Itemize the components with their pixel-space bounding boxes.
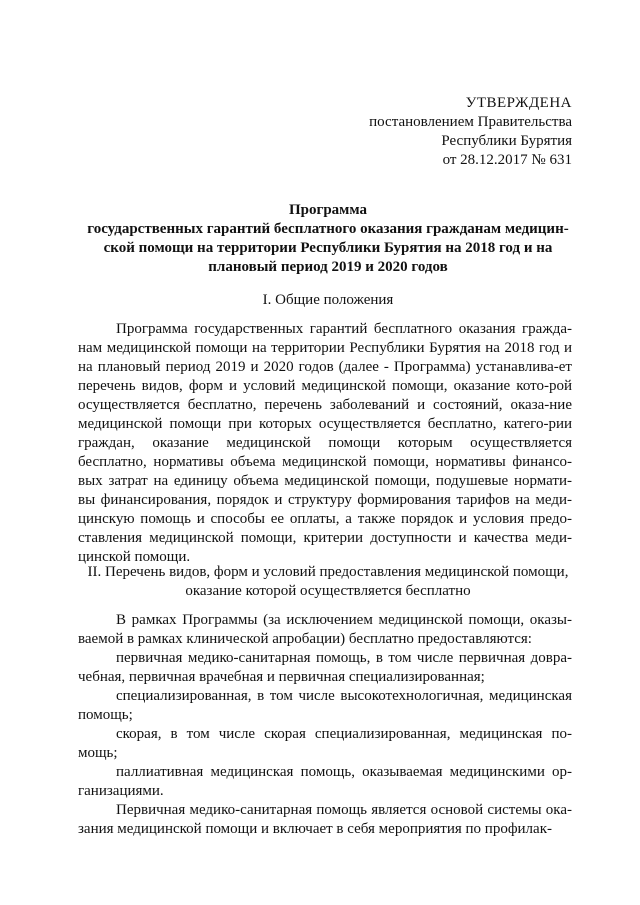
section-2-heading-line-1: II. Перечень видов, форм и условий предоставления медицинской помощи,: [87, 564, 569, 580]
section-2-paragraph-5: паллиативная медицинская помощь, оказываемая медицинскими ор-ганизациями.: [78, 764, 572, 799]
section-2-paragraph-3: специализированная, в том числе высокотехнологичная, медицинская помощь;: [78, 688, 572, 723]
approval-line-republic: Республики Бурятия: [441, 133, 572, 149]
approval-line-date: от 28.12.2017 № 631: [442, 152, 572, 168]
section-2-paragraph-4: скорая, в том числе скорая специализированная, медицинская по-мощь;: [78, 726, 572, 761]
approval-line-decree: постановлением Правительства: [369, 114, 572, 130]
section-2-body: [78, 611, 572, 839]
title-line-1: Программа: [289, 202, 367, 218]
section-1-paragraph: Программа государственных гарантий бесплатного оказания граждa-нам медицинской помощи на территории Республики Бурятия на 2018 год и на плановый период 2019 и 2020 годов (далее - Программа) устанавлива-ет перечень видов, форм и условий медицинской помощи, оказание кото-рой осуществляется бесплатно, перечень заболеваний и состояний, оказа-ние медицинской помощи при которых осуществляется бесплатно, катего-рии граждан, оказание медицинской помощи которым осуществляется бесплатно, нормативы объема медицинской помощи, нормативы финансо-вых затрат на единицу объема медицинской помощи, подушевые нормати-вы финансирования, порядок и структуру формирования тарифов на меди-цинскую помощь и способы ее оплаты, а также порядок и условия предо-ставления медицинской помощи, критерии доступности и качества меди-цинской помощи.: [78, 321, 572, 565]
title-line-2: государственных гарантий бесплатного оказания гражданам медицин-: [87, 221, 569, 237]
section-2-heading-line-2: оказание которой осуществляется бесплатно: [185, 583, 471, 599]
document-title: [78, 201, 578, 277]
section-1-body: [78, 320, 572, 567]
section-2-paragraph-6: Первичная медико-санитарная помощь является основой системы ока-зания медицинской помощи и включает в себя мероприятия по профилак-: [78, 802, 572, 837]
approval-heading: УТВЕРЖДЕНА: [465, 95, 572, 111]
title-line-3: ской помощи на территории Республики Бурятия на 2018 год и на: [103, 240, 553, 256]
title-line-4: плановый период 2019 и 2020 годов: [208, 259, 448, 275]
section-1-heading: I. Общие положения: [262, 292, 394, 308]
section-2-heading: [78, 563, 578, 601]
section-2-paragraph-2: первичная медико-санитарная помощь, в том числе первичная довра-чебная, первичная врачебная и первичная специализированная;: [78, 650, 572, 685]
approval-stamp: [330, 94, 572, 170]
section-2-paragraph-1: В рамках Программы (за исключением медицинской помощи, оказы-ваемой в рамках клинической апробации) бесплатно предоставляются:: [78, 612, 572, 647]
